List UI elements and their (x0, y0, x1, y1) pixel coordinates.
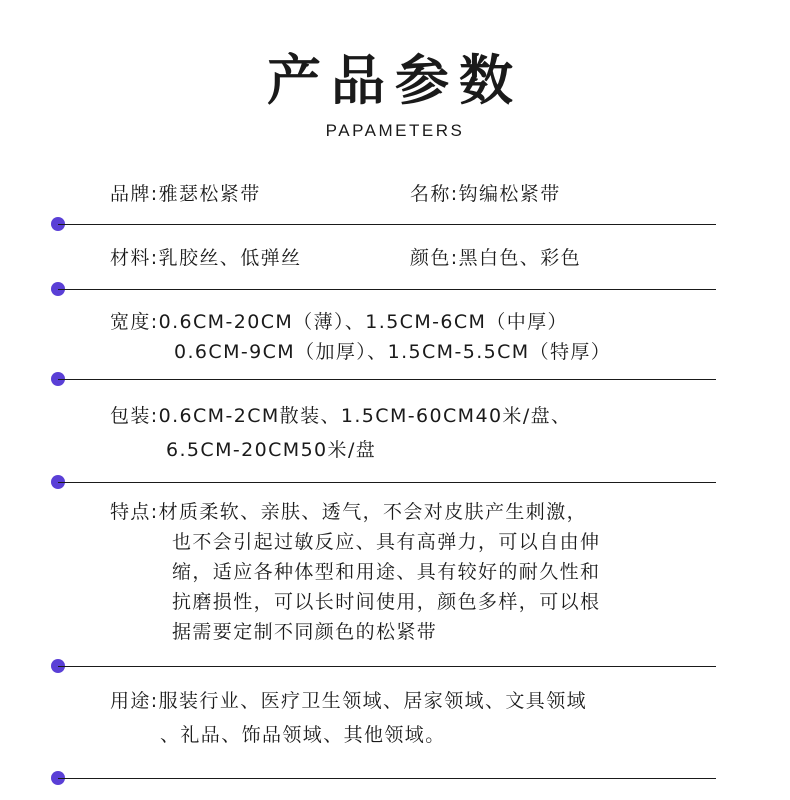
spec-features (110, 497, 600, 647)
divider (58, 778, 716, 779)
page-subtitle: PAPAMETERS (325, 121, 465, 140)
spec-packaging-line: 包装:0.6CM-2CM散装、1.5CM-60CM40米/盘、 (110, 405, 572, 427)
spec-color: 颜色:黑白色、彩色 (410, 247, 582, 269)
spec-name: 名称:钩编松紧带 (410, 183, 561, 205)
spec-uses-line: 、礼品、饰品领域、其他领域。 (160, 724, 446, 746)
divider (58, 379, 716, 380)
spec-features-line: 据需要定制不同颜色的松紧带 (172, 621, 438, 643)
divider (58, 224, 716, 225)
spec-packaging (110, 401, 571, 465)
spec-uses-line: 用途:服装行业、医疗卫生领域、居家领域、文具领域 (110, 690, 588, 712)
spec-features-line: 缩，适应各种体型和用途、具有较好的耐久性和 (172, 561, 601, 583)
spec-material: 材料:乳胶丝、低弹丝 (110, 247, 302, 269)
spec-features-line: 也不会引起过敏反应、具有高弹力，可以自由伸 (172, 531, 601, 553)
spec-uses (110, 686, 587, 750)
spec-features-line: 抗磨损性，可以长时间使用，颜色多样，可以根 (172, 591, 601, 613)
spec-brand: 品牌:雅瑟松紧带 (110, 183, 261, 205)
page-title: 产品参数 (267, 49, 523, 112)
spec-features-line: 特点:材质柔软、亲肤、透气，不会对皮肤产生刺激， (110, 501, 588, 523)
spec-width-line: 宽度:0.6CM-20CM（薄）、1.5CM-6CM（中厚） (110, 311, 568, 333)
divider (58, 482, 716, 483)
spec-width (110, 307, 611, 367)
spec-packaging-line: 6.5CM-20CM50米/盘 (166, 439, 377, 461)
divider (58, 289, 716, 290)
divider (58, 666, 716, 667)
spec-width-line: 0.6CM-9CM（加厚）、1.5CM-5.5CM（特厚） (174, 341, 612, 363)
